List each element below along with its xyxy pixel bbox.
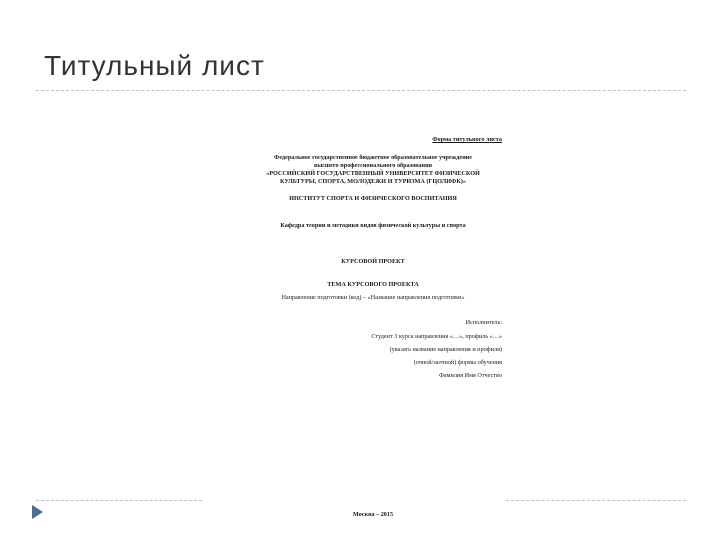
university-line-1: «РОССИЙСКИЙ ГОСУДАРСТВЕННЫЙ УНИВЕРСИТЕТ ФИЗИЧЕСКОЙ [266,170,480,177]
footer-divider-right [506,500,686,501]
institute-name: ИНСТИТУТ СПОРТА И ФИЗИЧЕСКОГО ВОСПИТАНИЯ [289,195,457,202]
title-page-document [240,130,506,530]
footer-divider-left [36,500,202,501]
title-divider [36,90,686,91]
form-header: Форма титульного листа [432,136,502,143]
student-name: Фамилия Имя Отчество [438,372,502,379]
specify-note: (указать название направления и профиля) [389,346,502,353]
study-form: (очной/заочной) формы обучения [413,359,502,366]
student-line: Студент 3 курса направления «…», профиль «…» [371,333,502,340]
university-line-2: КУЛЬТУРЫ, СПОРТА, МОЛОДЕЖИ И ТУРИЗМА (ГЦОЛИФК)» [280,178,466,185]
ministry-line-2: высшего профессионального образования [314,162,432,169]
project-topic: ТЕМА КУРСОВОГО ПРОЕКТА [327,281,419,288]
training-direction: Направление подготовки (код) – «Название направления подготовки» [281,294,465,301]
department-name: Кафедра теории и методики видов физической культуры и спорта [280,222,466,229]
slide-title: Титульный лист [44,50,265,81]
city-year: Москва – 2015 [352,511,394,518]
performer-label: Исполнитель: [465,319,502,326]
slide-marker-icon [32,505,43,519]
project-type: КУРСОВОЙ ПРОЕКТ [341,258,405,265]
ministry-line-1: Федеральное государственное бюджетное образовательное учреждение [274,154,472,161]
